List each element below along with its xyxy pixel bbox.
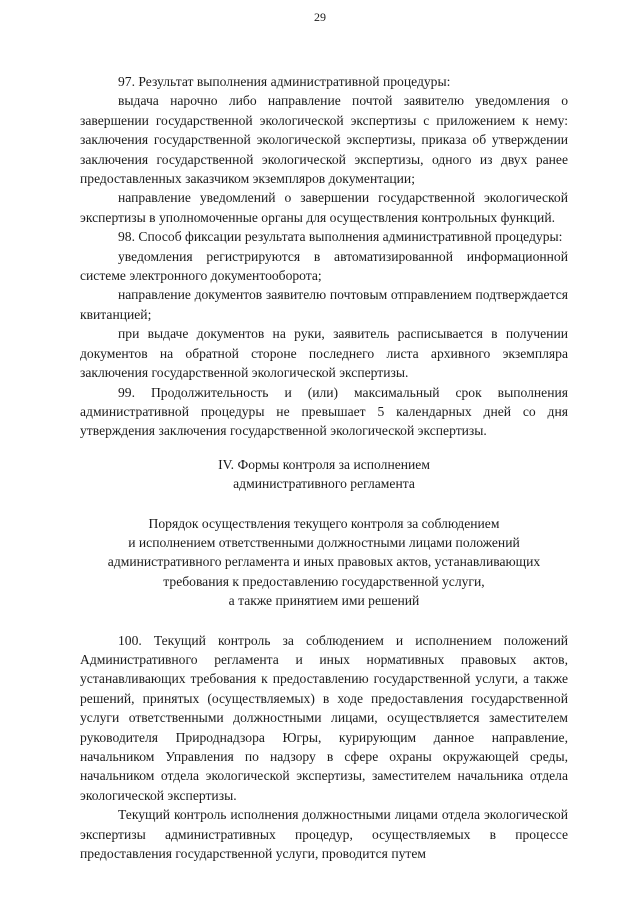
paragraph-99: 99. Продолжительность и (или) максимальный срок выполнения административной процедуры не превышает 5 календарных дней со дня утверждения заключения государственной экологической экспертизы. [80, 384, 568, 439]
sub-heading-line: Порядок осуществления текущего контроля за соблюдением [148, 515, 500, 531]
paragraph-97-item-2: направление уведомлений о завершении государственной экологической экспертизы в уполномоченные органы для осуществления контрольных функций. [80, 190, 568, 225]
sub-heading-line: а также принятием ими решений [228, 593, 420, 609]
paragraph-98-item-2: направление документов заявителю почтовым отправлением подтверждается квитанцией; [80, 287, 568, 322]
page-number: 29 [314, 10, 326, 24]
sub-heading-line: требования к предоставлению государственной услуги, [163, 573, 485, 589]
sub-heading-line: административного регламента и иных правовых актов, устанавливающих [107, 554, 541, 570]
paragraph-97: 97. Результат выполнения административной процедуры: [118, 74, 451, 89]
paragraph-97-item-1: выдача нарочно либо направление почтой заявителю уведомления о завершении государственной экологической экспертизы с приложением к нему: заключения государственной экологической экспертизы, приказа об утверждении заключения государственной экологической экспертизы, одного из двух ранее предоставленных заказчиком экземпляров документации; [80, 93, 568, 187]
sub-heading-line: и исполнением ответственными должностными лицами положений [128, 534, 520, 550]
paragraph-100: 100. Текущий контроль за соблюдением и исполнением положений Административного регламента и иных нормативных правовых актов, устанавливающих требования к предоставлению государственной услуги, а также решений, принятых (осуществляемых) в ходе предоставления государственной услуги ответственными должностными лицами, осуществляется заместителем руководителя Природнадзора Югры, курирующим данное направление, начальником Управления по надзору в сфере охраны окружающей среды, начальником отдела экологической экспертизы, заместителем начальника отдела экологической экспертизы. [80, 632, 568, 803]
paragraph-98: 98. Способ фиксации результата выполнения административной процедуры: [118, 229, 563, 245]
paragraph-98-item-1: уведомления регистрируются в автоматизированной информационной системе электронного документооборота; [80, 248, 568, 284]
section-heading [80, 455, 568, 494]
paragraph-98-item-3: при выдаче документов на руки, заявитель расписывается в получении документов на обратной стороне последнего листа архивного экземпляра заключения государственной экологической экспертизы. [80, 326, 568, 381]
section-heading-line: административного регламента [233, 476, 415, 492]
document-body [80, 72, 568, 863]
sub-heading [80, 514, 568, 611]
section-heading-line: IV. Формы контроля за исполнением [218, 456, 430, 472]
paragraph-100-continued: Текущий контроль исполнения должностными лицами отдела экологической экспертизы административных процедур, осуществляемых в процессе предоставления государственной услуги, проводится путем [80, 807, 568, 862]
